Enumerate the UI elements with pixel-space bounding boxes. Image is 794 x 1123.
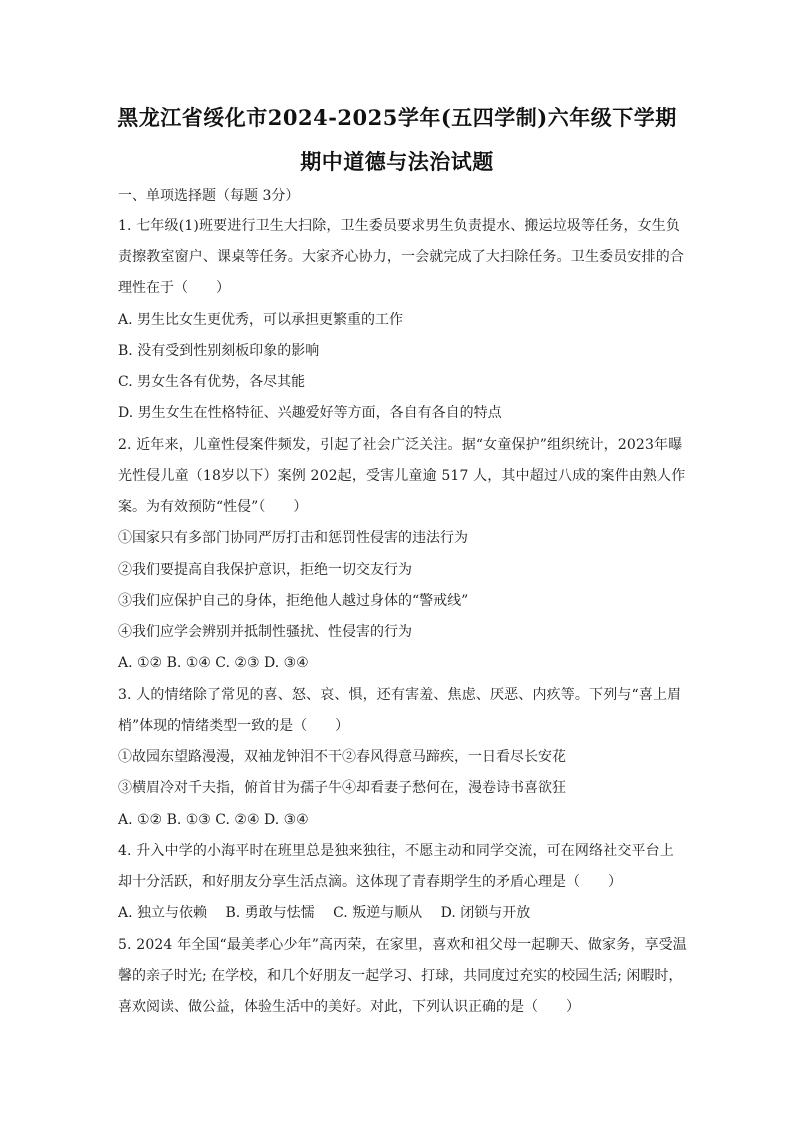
section-heading: 一、单项选择题（每题 3分） — [118, 188, 300, 204]
statement-line: ②我们要提高自我保护意识，拒绝一切交友行为 — [118, 562, 412, 578]
text-line: 喜欢阅读、做公益，体验生活中的美好。对此，下列认识正确的是（ ） — [118, 999, 580, 1015]
text-line: 5. 2024 年全国“最美孝心少年”高丙荣，在家里，喜欢和祖父母一起聊天、做家务，享受温 — [118, 937, 687, 953]
option-line: C. 男女生各有优势，各尽其能 — [118, 374, 306, 390]
text-line: 3. 人的情绪除了常见的喜、怒、哀、惧，还有害羞、焦虑、厌恶、内疚等。下列与“喜上眉 — [118, 687, 682, 703]
option-line: D. 男生女生在性格特征、兴趣爱好等方面，各自有各自的特点 — [118, 405, 502, 421]
text-line: 案。为有效预防“性侵”（ ） — [118, 499, 308, 515]
option-line: B. 没有受到性别刻板印象的影响 — [118, 343, 320, 359]
option-line: A. 独立与依赖 B. 勇敢与怯懦 C. 叛逆与顺从 D. 闭锁与开放 — [118, 905, 531, 921]
text-line: 却十分活跃，和好朋友分享生活点滴。这体现了青春期学生的矛盾心理是（ ） — [118, 874, 622, 890]
statement-line: ③我们应保护自己的身体，拒绝他人越过身体的“警戒线” — [118, 593, 469, 609]
statement-line: ①国家只有多部门协同严厉打击和惩罚性侵害的违法行为 — [118, 530, 468, 546]
text-line: 梢”体现的情绪类型一致的是（ ） — [118, 718, 350, 734]
statement-line: ④我们应学会辨别并抵制性骚扰、性侵害的行为 — [118, 624, 412, 640]
text-line: 2. 近年来，儿童性侵案件频发，引起了社会广泛关注。据“女童保护”组织统计，2023年曝 — [118, 437, 683, 453]
doc-title-line1: 黑龙江省绥化市2024-2025学年(五四学制)六年级下学期 — [117, 105, 677, 130]
option-line: A. ①② B. ①③ C. ②④ D. ③④ — [118, 812, 309, 828]
statement-line: ①故园东望路漫漫，双袖龙钟泪不干②春风得意马蹄疾，一日看尽长安花 — [118, 749, 566, 765]
option-line: A. ①② B. ①④ C. ②③ D. ③④ — [118, 655, 309, 671]
text-line: 馨的亲子时光; 在学校，和几个好朋友一起学习、打球，共同度过充实的校园生活; 闲暇时， — [118, 968, 683, 984]
text-line: 光性侵儿童（18岁以下）案例 202起，受害儿童逾 517 人，其中超过八成的案件由熟人作 — [118, 468, 686, 484]
doc-title-line2: 期中道德与法治试题 — [300, 149, 494, 174]
text-line: 责擦教室窗户、课桌等任务。大家齐心协力，一会就完成了大扫除任务。卫生委员安排的合 — [118, 249, 684, 265]
statement-line: ③横眉冷对千夫指，俯首甘为孺子牛④却看妻子愁何在，漫卷诗书喜欲狂 — [118, 780, 566, 796]
option-line: A. 男生比女生更优秀，可以承担更繁重的工作 — [118, 312, 404, 328]
text-line: 4. 升入中学的小海平时在班里总是独来独往，不愿主动和同学交流，可在网络社交平台上 — [118, 843, 674, 859]
text-line: 理性在于（ ） — [118, 280, 230, 296]
text-line: 1. 七年级(1)班要进行卫生大扫除，卫生委员要求男生负责提水、搬运垃圾等任务，女生负 — [118, 218, 681, 234]
